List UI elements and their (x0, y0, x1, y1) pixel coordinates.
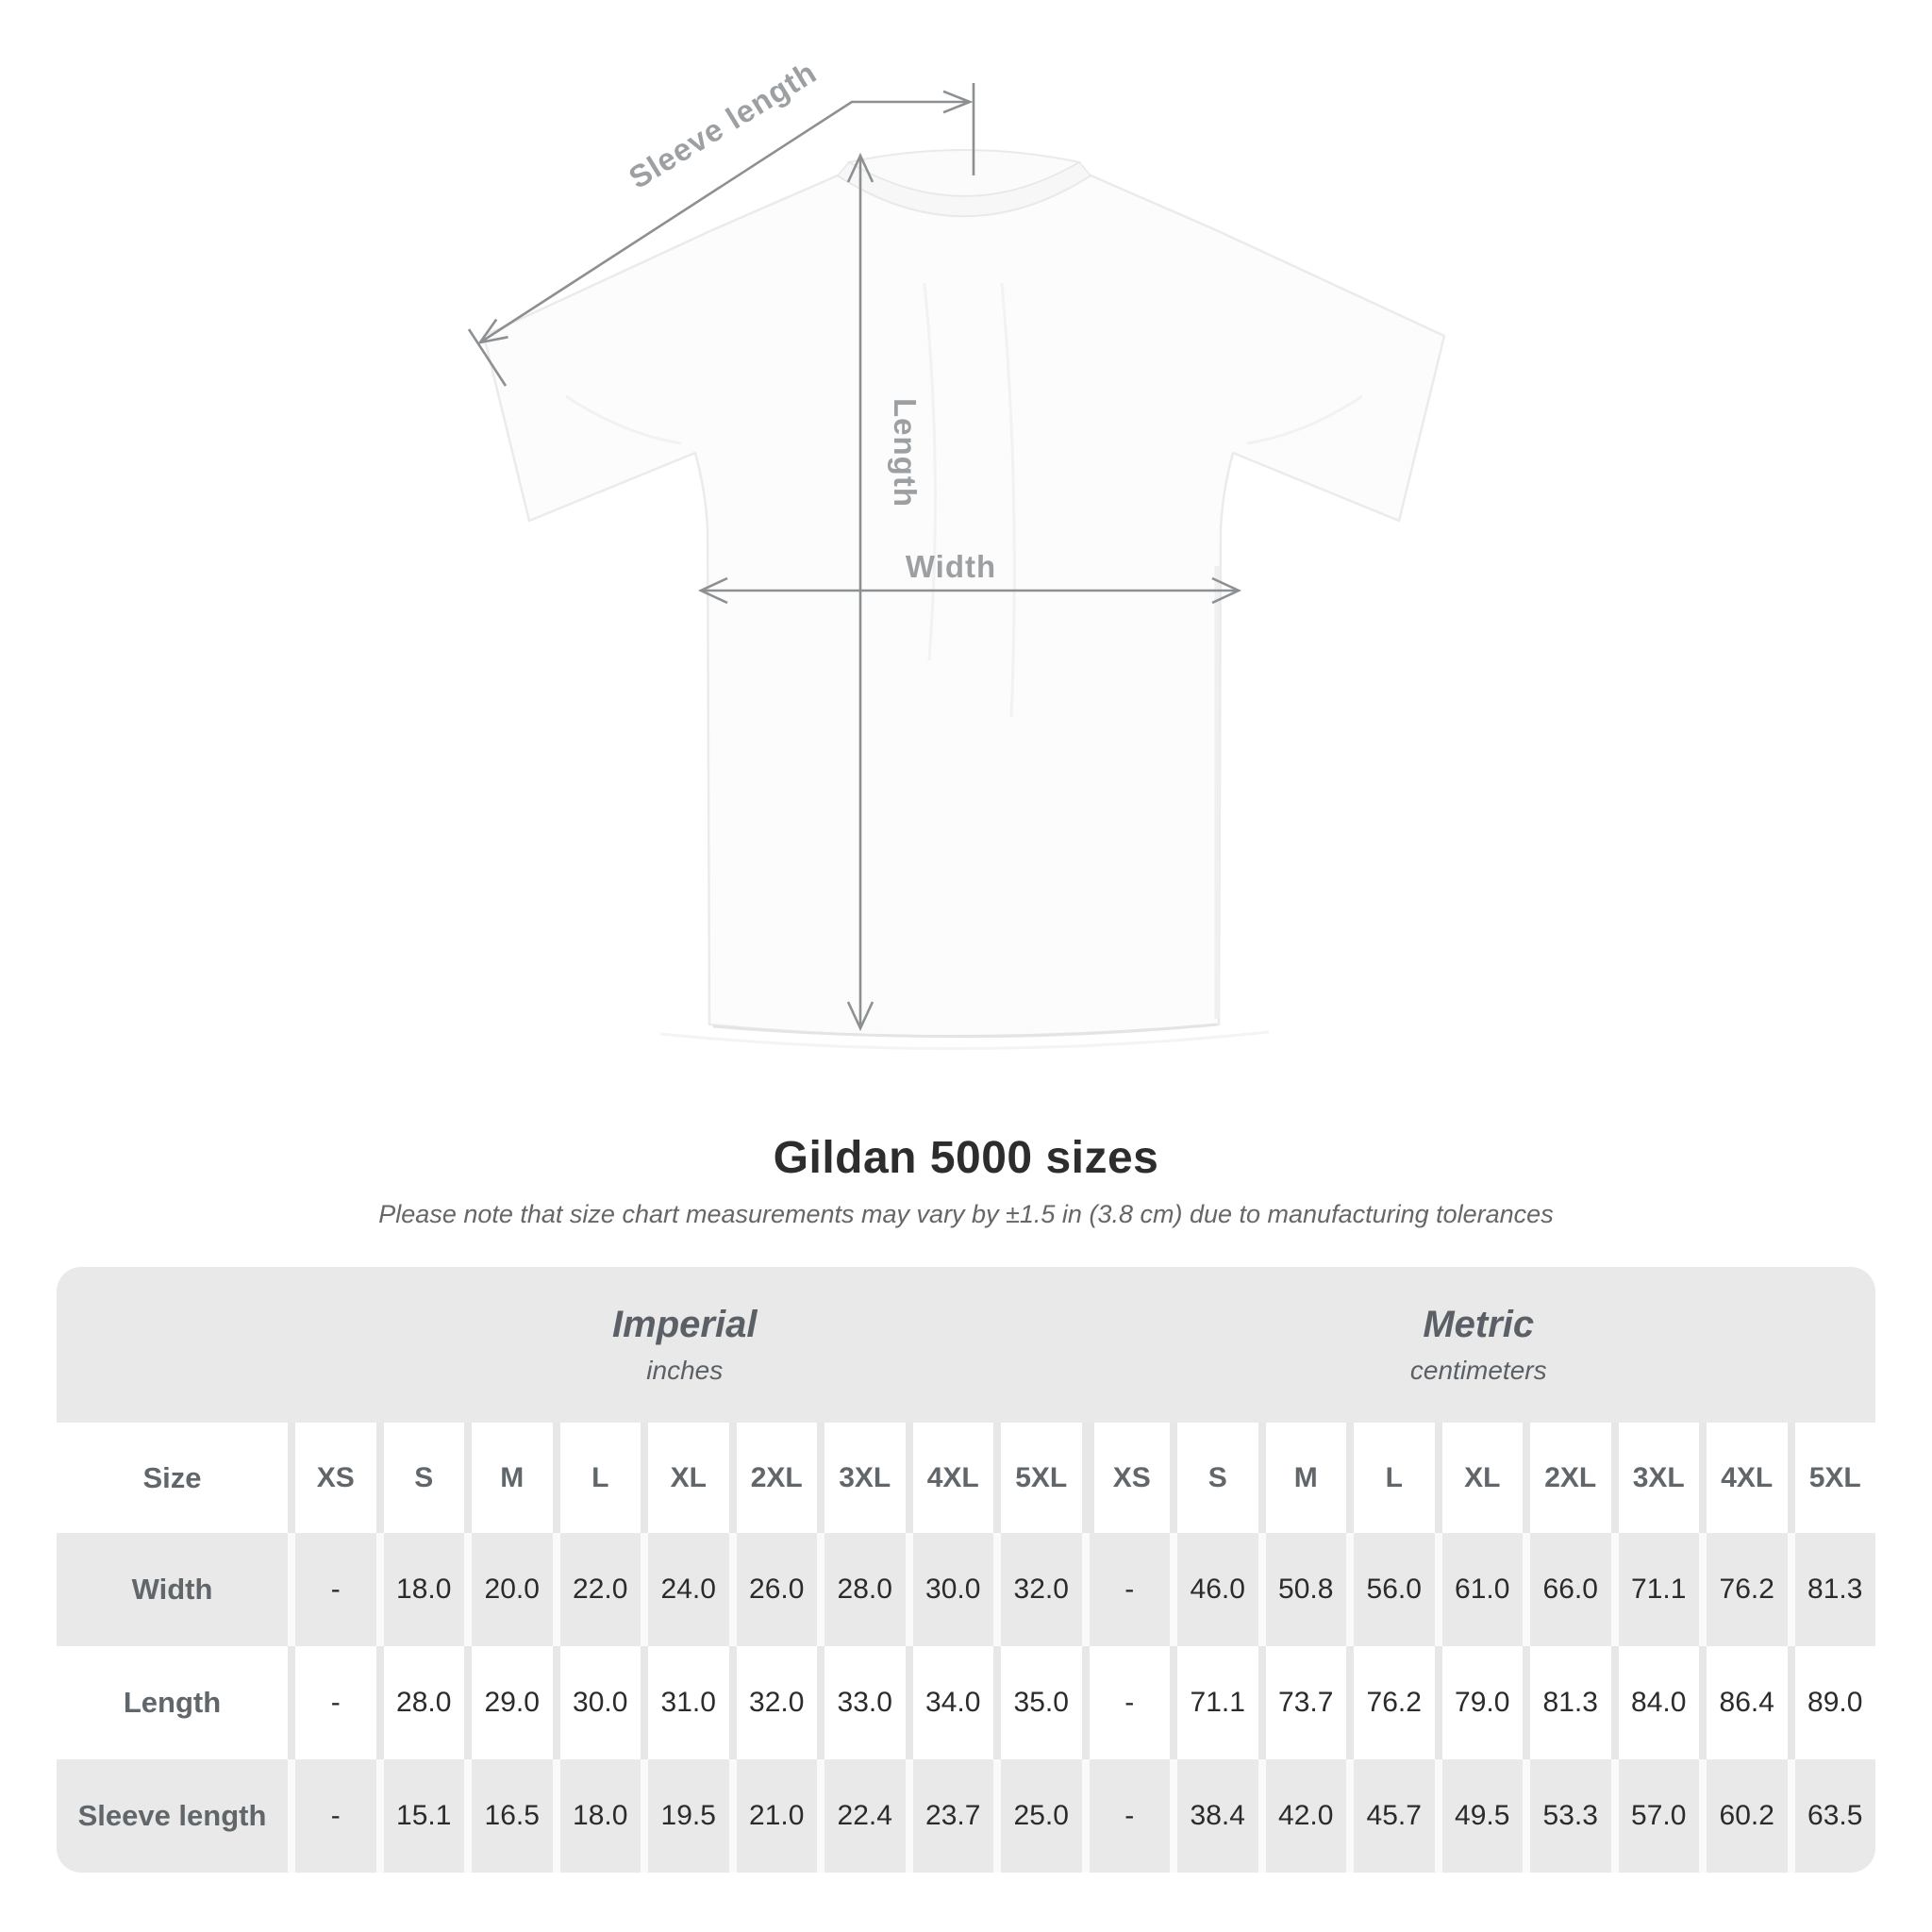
row-label: Length (123, 1686, 222, 1719)
value-cell: 35.0 (993, 1646, 1082, 1759)
size-header-imperial-m: M (464, 1423, 553, 1533)
value-cell: 31.0 (641, 1646, 729, 1759)
value-cell: 66.0 (1523, 1533, 1611, 1646)
value-cell: 57.0 (1611, 1759, 1700, 1873)
size-header-imperial-xs: XS (288, 1423, 376, 1533)
value-cell: 45.7 (1346, 1759, 1435, 1873)
value-cell: 18.0 (553, 1759, 641, 1873)
value-cell: 42.0 (1258, 1759, 1347, 1873)
value-cell: 76.2 (1699, 1533, 1788, 1646)
size-header-imperial-2xl: 2XL (729, 1423, 818, 1533)
metric-group-unit: centimeters (1409, 1356, 1547, 1385)
value-cell: 60.2 (1699, 1759, 1788, 1873)
size-header-metric-3xl: 3XL (1611, 1423, 1700, 1533)
row-label: Width (131, 1573, 213, 1606)
value-cell: 32.0 (729, 1646, 818, 1759)
value-cell: 25.0 (993, 1759, 1082, 1873)
value-cell: 26.0 (729, 1533, 818, 1646)
unit-group-header-row (57, 1267, 1875, 1423)
size-header-imperial-3xl: 3XL (817, 1423, 906, 1533)
size-header-imperial-l: L (553, 1423, 641, 1533)
value-cell: 89.0 (1788, 1646, 1876, 1759)
value-cell: 71.1 (1170, 1646, 1258, 1759)
value-cell: 86.4 (1699, 1646, 1788, 1759)
value-cell: - (1082, 1646, 1171, 1759)
table-row-sleeve-length (57, 1759, 1875, 1873)
value-cell: - (288, 1646, 376, 1759)
size-header-imperial-xl: XL (641, 1423, 729, 1533)
size-header-imperial-4xl: 4XL (906, 1423, 994, 1533)
sleeve-length-label: Sleeve length (623, 54, 823, 195)
table-corner-cell (57, 1267, 288, 1423)
value-cell: 22.4 (817, 1759, 906, 1873)
value-cell: 38.4 (1170, 1759, 1258, 1873)
size-header-metric-xl: XL (1435, 1423, 1524, 1533)
size-header-metric-m: M (1258, 1423, 1347, 1533)
size-header-row (57, 1423, 1875, 1533)
value-cell: 28.0 (817, 1533, 906, 1646)
value-cell: 15.1 (376, 1759, 465, 1873)
size-header-imperial-5xl: 5XL (993, 1423, 1082, 1533)
value-cell: 23.7 (906, 1759, 994, 1873)
value-cell: - (288, 1759, 376, 1873)
tshirt-image (484, 150, 1444, 1049)
tolerance-note: Please note that size chart measurements may vary by ±1.5 in (3.8 cm) due to manufacturing tolerances (378, 1200, 1554, 1228)
value-cell: 18.0 (376, 1533, 465, 1646)
table-row-length (57, 1646, 1875, 1759)
size-header-imperial-s: S (376, 1423, 465, 1533)
value-cell: 24.0 (641, 1533, 729, 1646)
value-cell: 76.2 (1346, 1646, 1435, 1759)
value-cell: 81.3 (1523, 1646, 1611, 1759)
table-row-width (57, 1533, 1875, 1646)
value-cell: 20.0 (464, 1533, 553, 1646)
value-cell: 30.0 (553, 1646, 641, 1759)
metric-group-header (1082, 1267, 1876, 1423)
value-cell: - (1082, 1533, 1171, 1646)
size-header-metric-4xl: 4XL (1699, 1423, 1788, 1533)
imperial-group-title: Imperial (612, 1304, 758, 1345)
value-cell: 79.0 (1435, 1646, 1524, 1759)
value-cell: 81.3 (1788, 1533, 1876, 1646)
row-label: Sleeve length (77, 1799, 267, 1832)
value-cell: 19.5 (641, 1759, 729, 1873)
value-cell: 22.0 (553, 1533, 641, 1646)
size-header-metric-s: S (1170, 1423, 1258, 1533)
value-cell: - (288, 1533, 376, 1646)
value-cell: 56.0 (1346, 1533, 1435, 1646)
size-header-metric-5xl: 5XL (1788, 1423, 1876, 1533)
imperial-group-header (288, 1267, 1082, 1423)
imperial-group-unit: inches (646, 1356, 724, 1385)
value-cell: 71.1 (1611, 1533, 1700, 1646)
length-label: Length (888, 398, 923, 508)
value-cell: 63.5 (1788, 1759, 1876, 1873)
value-cell: 32.0 (993, 1533, 1082, 1646)
value-cell: 16.5 (464, 1759, 553, 1873)
size-chart-table (57, 1267, 1875, 1873)
value-cell: 46.0 (1170, 1533, 1258, 1646)
value-cell: 21.0 (729, 1759, 818, 1873)
value-cell: 30.0 (906, 1533, 994, 1646)
metric-group-title: Metric (1423, 1304, 1535, 1345)
value-cell: 49.5 (1435, 1759, 1524, 1873)
value-cell: 33.0 (817, 1646, 906, 1759)
value-cell: 34.0 (906, 1646, 994, 1759)
page-title: Gildan 5000 sizes (773, 1133, 1159, 1183)
value-cell: 61.0 (1435, 1533, 1524, 1646)
size-column-header: Size (142, 1460, 202, 1494)
value-cell: 29.0 (464, 1646, 553, 1759)
value-cell: 28.0 (376, 1646, 465, 1759)
value-cell: 84.0 (1611, 1646, 1700, 1759)
size-header-metric-l: L (1346, 1423, 1435, 1533)
value-cell: - (1082, 1759, 1171, 1873)
value-cell: 50.8 (1258, 1533, 1347, 1646)
width-label: Width (905, 549, 997, 584)
value-cell: 53.3 (1523, 1759, 1611, 1873)
size-header-metric-xs: XS (1082, 1423, 1171, 1533)
value-cell: 73.7 (1258, 1646, 1347, 1759)
size-header-metric-2xl: 2XL (1523, 1423, 1611, 1533)
